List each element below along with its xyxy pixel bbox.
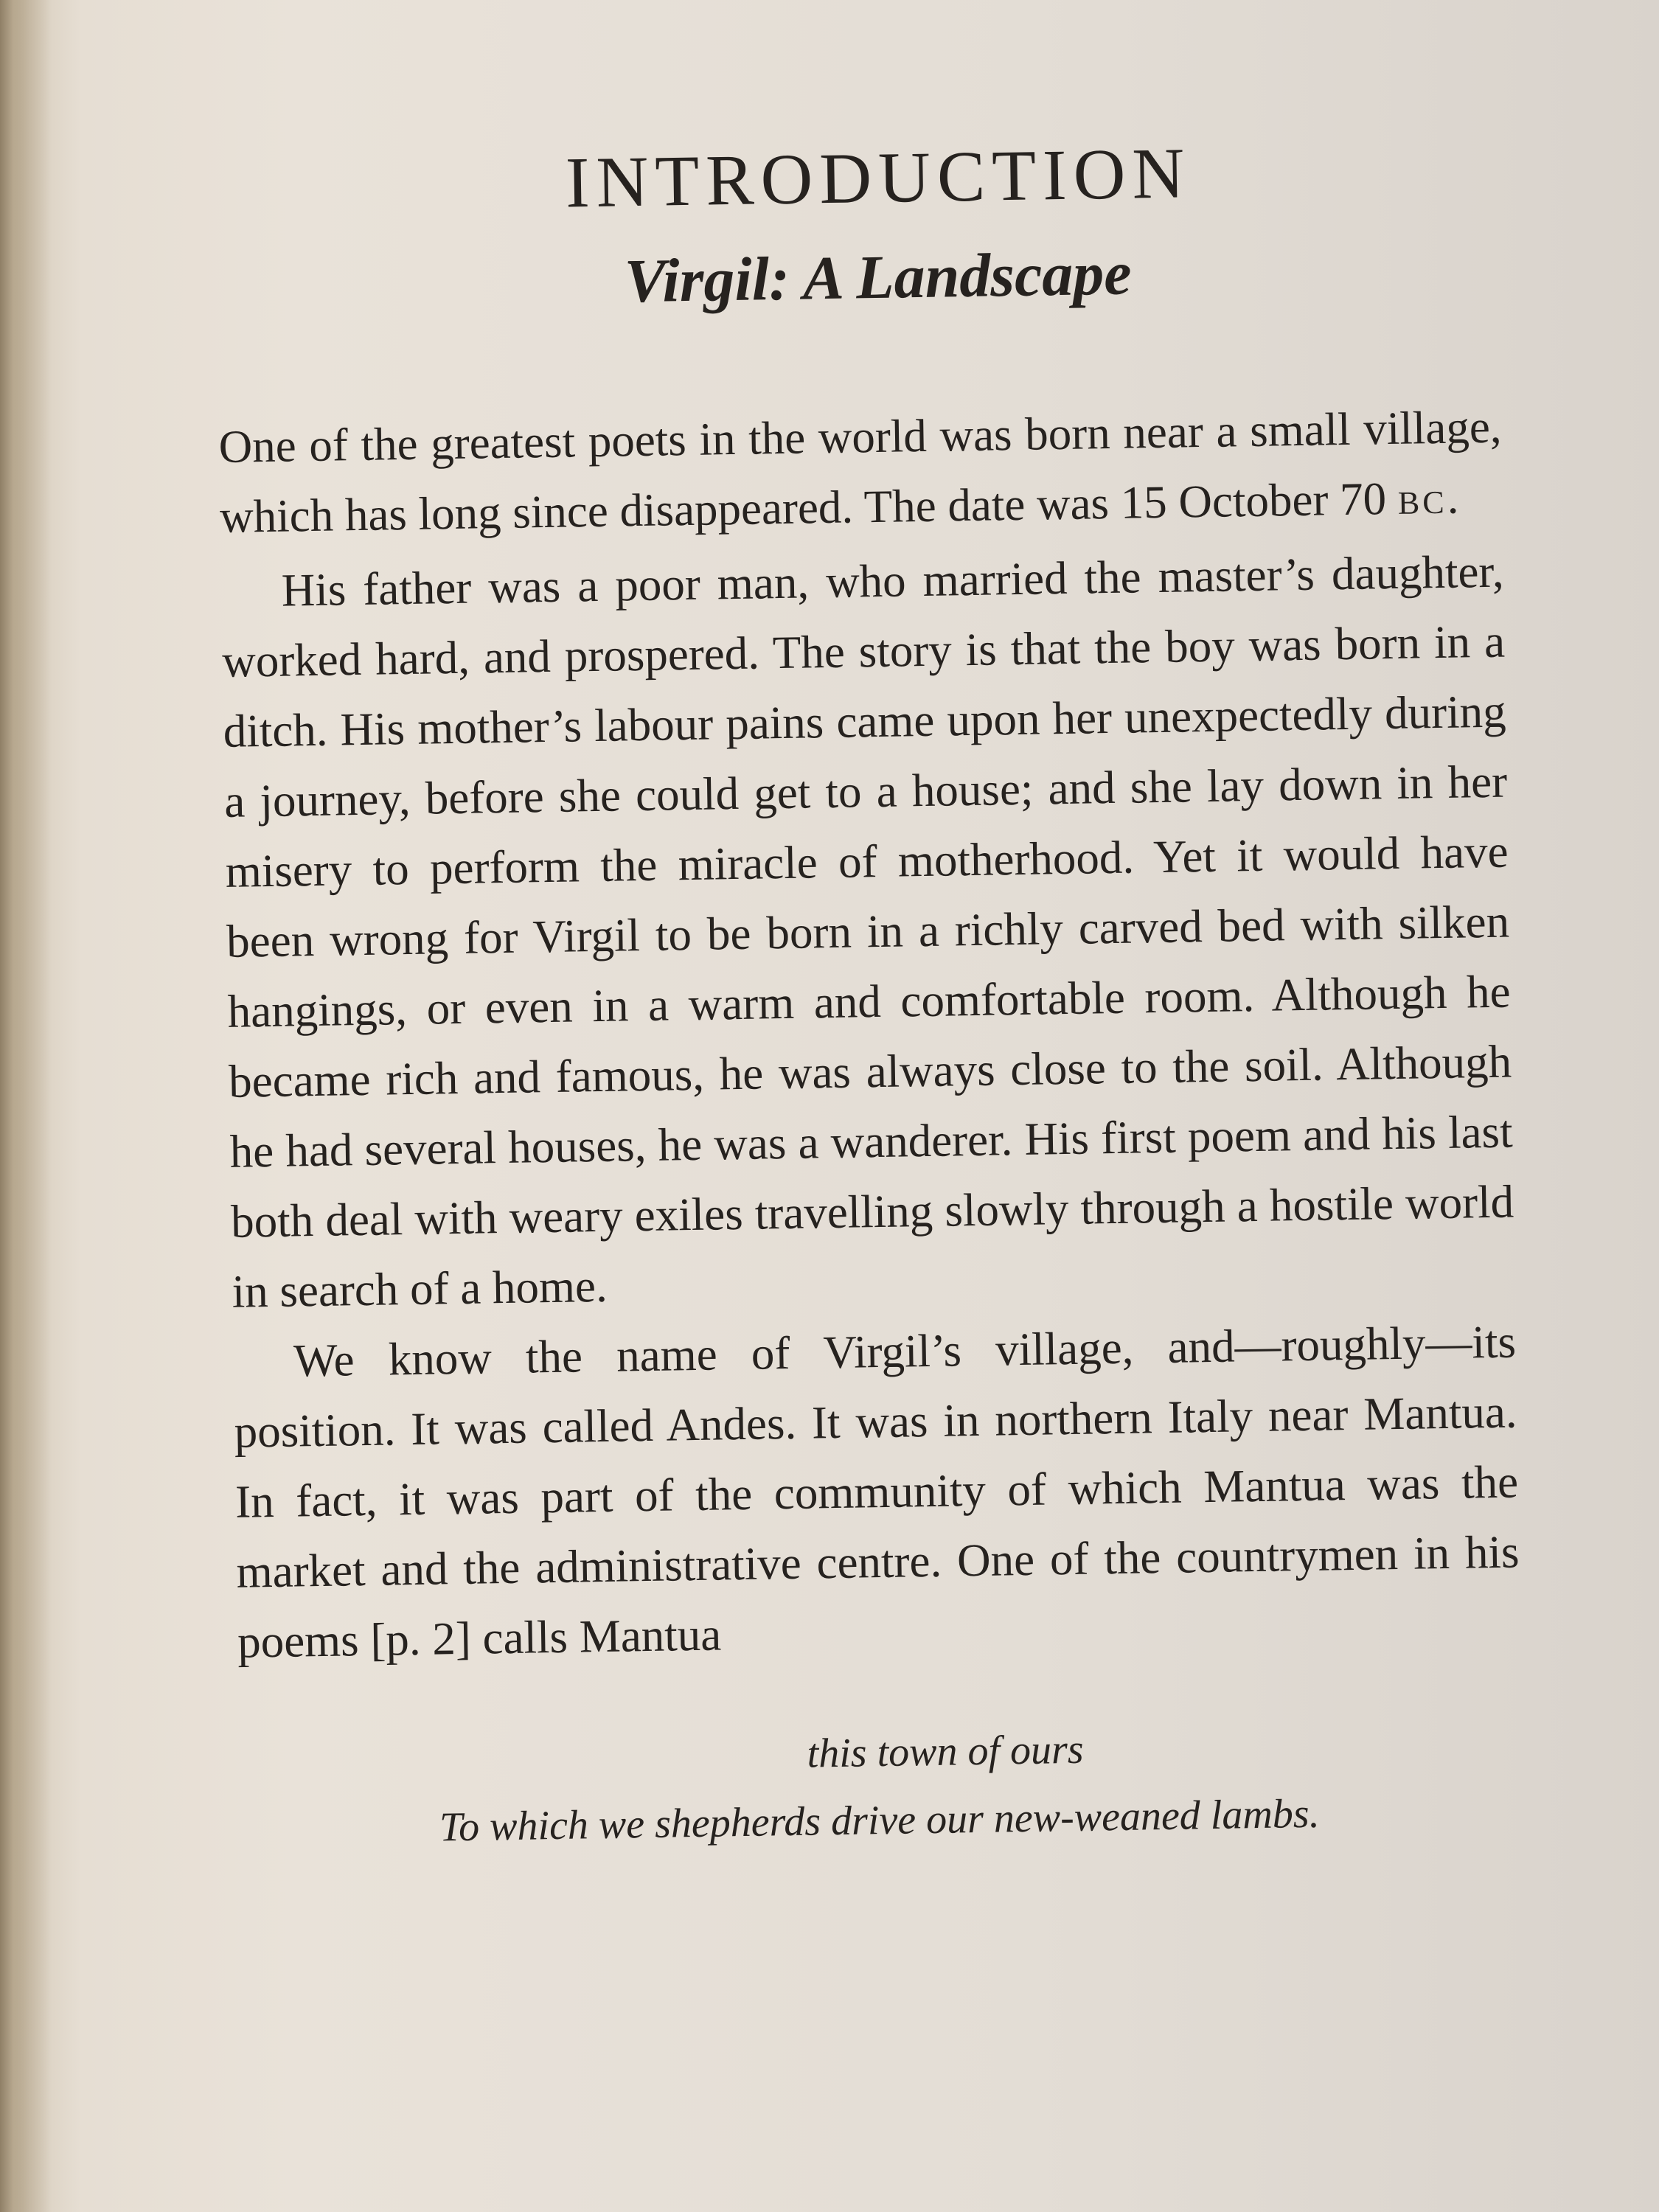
verse-line-2: To which we shepherds drive our new-weaned lambs.	[439, 1790, 1321, 1851]
chapter-heading: INTRODUCTION	[565, 133, 1192, 223]
page-text	[214, 113, 1524, 1865]
era-abbreviation: BC	[1397, 484, 1448, 521]
paragraph-1-text: One of the greatest poets in the world was born near a small village, which has long since disappeared. The date was 15 October 70	[218, 400, 1503, 543]
chapter-subheading: Virgil: A Landscape	[624, 239, 1133, 316]
verse-line-1: this town of ours	[807, 1726, 1085, 1777]
paragraph-1-end: .	[1446, 471, 1459, 524]
page-gutter	[0, 0, 52, 2212]
paragraph-2: His father was a poor man, who married the master’s daughter, worked hard, and prospered. The story is that the boy was born in a ditch. His mother’s labour pains came upon her unexpectedly during a journey, before she could get to a house; and she lay down in her misery to perform the miracle of motherhood. Yet it would have been wrong for Virgil to be born in a richly carved bed with silken hangings, or even in a warm and comfortable room. Although he became rich and famous, he was always close to the soil. Although he had several houses, he was a wanderer. His first poem and his last both deal with weary exiles travelling slowly through a hostile world in search of a home.	[221, 545, 1514, 1318]
paragraph-1	[218, 392, 1503, 557]
body-text	[218, 392, 1521, 1677]
paragraph-3: We know the name of Virgil’s village, and—roughly—its position. It was called Andes. It was in northern Italy near Mantua. In fact, it was part of the community of which Mantua was the market and the administrative centre. One of the countrymen in his poems [p. 2] calls Mantua	[234, 1315, 1520, 1668]
verse-quote	[239, 1708, 1524, 1864]
